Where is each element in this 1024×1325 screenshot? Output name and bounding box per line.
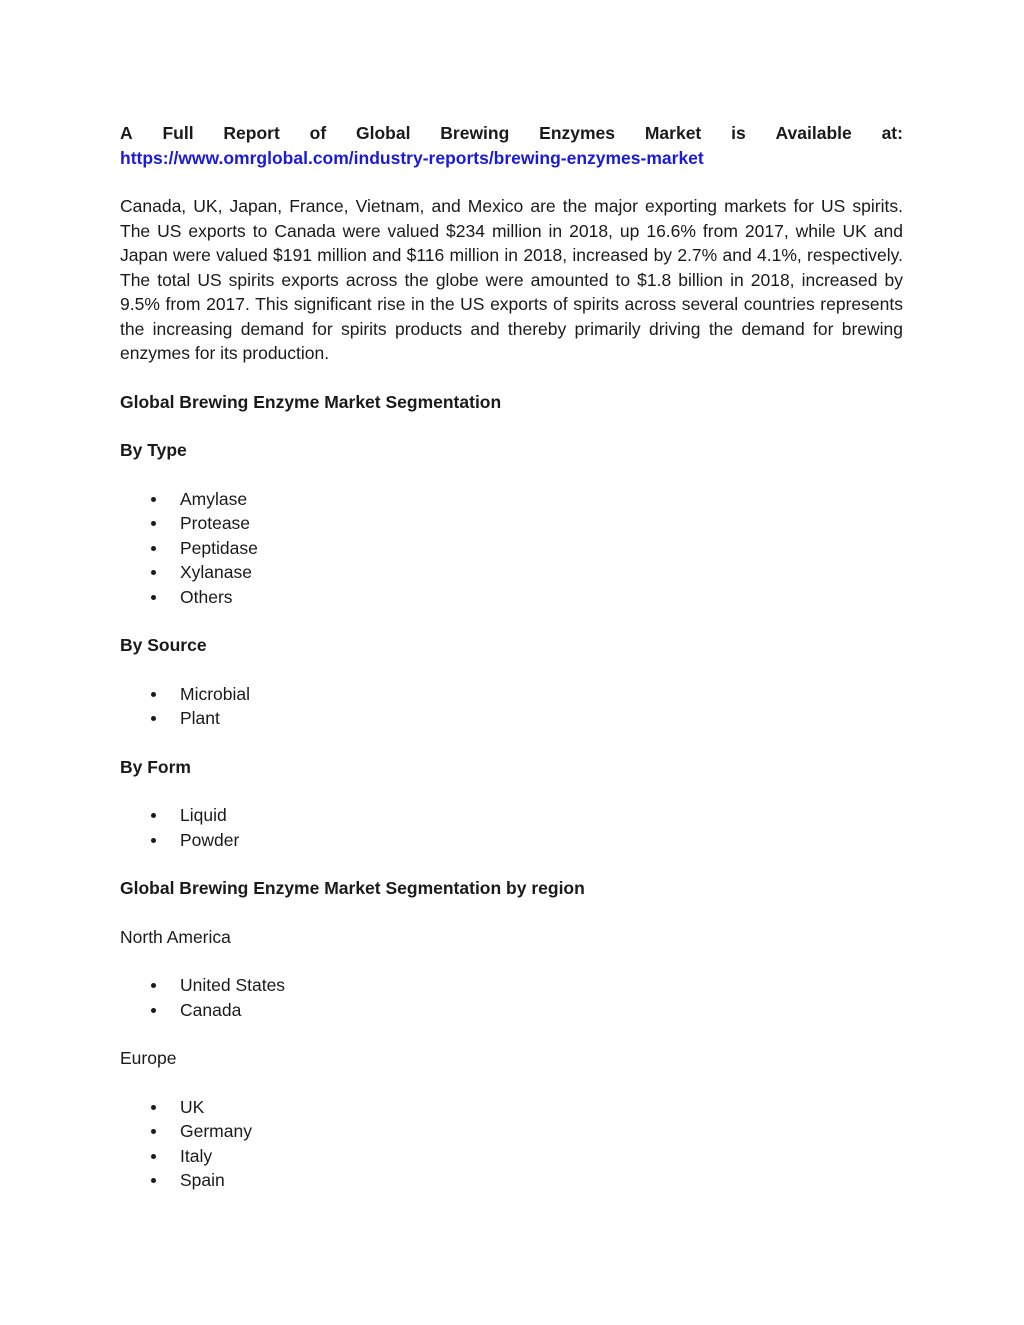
list-item-label: Powder <box>180 829 240 850</box>
segmentation-title: Global Brewing Enzyme Market Segmentation <box>120 391 502 412</box>
list-item <box>120 1119 903 1144</box>
list-item-label: Canada <box>180 999 242 1020</box>
list-item-label: Microbial <box>180 683 251 704</box>
heading-word: Full <box>162 123 194 143</box>
by-type-list <box>120 487 903 610</box>
list-item <box>120 1168 903 1193</box>
heading-word: Available <box>775 123 852 143</box>
list-item-label: Germany <box>180 1121 252 1141</box>
heading-word: A <box>120 123 133 143</box>
list-item-label: Xylanase <box>180 562 252 582</box>
list-item <box>120 682 903 707</box>
list-item-label: United States <box>180 975 286 995</box>
list-item-label: Peptidase <box>180 537 258 558</box>
heading-word: Brewing <box>440 123 510 143</box>
list-item-label: Plant <box>180 708 220 728</box>
heading-word: Global <box>355 123 411 143</box>
list-item <box>120 998 903 1023</box>
by-type-heading: By Type <box>120 440 187 460</box>
list-item-label: Spain <box>180 1170 225 1190</box>
heading-word: Market <box>644 123 702 143</box>
list-item <box>120 536 903 561</box>
document-content <box>120 121 903 1193</box>
list-item <box>120 1095 903 1120</box>
report-link[interactable]: https://www.omrglobal.com/industry-reports/brewing-enzymes-market <box>120 147 704 168</box>
bullet-icon <box>151 716 156 721</box>
list-item <box>120 487 903 512</box>
list-item <box>120 560 903 585</box>
north-america-list <box>120 973 903 1022</box>
region-segmentation-title: Global Brewing Enzyme Market Segmentation by region <box>120 878 585 898</box>
by-source-heading: By Source <box>120 635 207 655</box>
bullet-icon <box>151 497 156 502</box>
bullet-icon <box>151 521 156 526</box>
heading-word: Report <box>223 123 280 143</box>
list-item-label: UK <box>180 1096 205 1117</box>
list-item <box>120 828 903 853</box>
bullet-icon <box>151 1154 156 1159</box>
list-item <box>120 973 903 998</box>
bullet-icon <box>151 546 156 551</box>
by-source-list <box>120 682 903 731</box>
list-item-label: Amylase <box>180 488 248 509</box>
intro-paragraph: Canada, UK, Japan, France, Vietnam, and Mexico are the major exporting markets for US spirits. The US exports to Canada were valued $234 million in 2018, up 16.6% from 2017, while UK and Japan were valued $191 million and $116 million in 2018, increased by 2.7% and 4.1%, respectively. The total US spirits exports across the globe were amounted to $1.8 billion in 2018, increased by 9.5% from 2017. This significant rise in the US exports of spirits across several countries represents the increasing demand for spirits products and thereby primarily driving the demand for brewing enzymes for its production. <box>120 196 903 363</box>
by-form-list <box>120 803 903 852</box>
bullet-icon <box>151 1178 156 1183</box>
north-america-heading: North America <box>120 926 231 947</box>
list-item <box>120 585 903 610</box>
list-item-label: Italy <box>180 1145 213 1166</box>
heading-word: is <box>731 123 746 143</box>
list-item <box>120 511 903 536</box>
heading-word: at: <box>881 123 903 143</box>
list-item-label: Liquid <box>180 805 227 825</box>
europe-list <box>120 1095 903 1193</box>
by-form-heading: By Form <box>120 756 191 777</box>
list-item-label: Others <box>180 586 233 607</box>
heading-word: Enzymes <box>539 123 616 143</box>
bullet-icon <box>151 1129 156 1134</box>
bullet-icon <box>151 983 156 988</box>
heading-word: of <box>309 123 327 143</box>
list-item-label: Protease <box>180 513 251 533</box>
bullet-icon <box>151 813 156 818</box>
bullet-icon <box>151 692 156 697</box>
bullet-icon <box>151 595 156 600</box>
list-item <box>120 706 903 731</box>
bullet-icon <box>151 1105 156 1110</box>
europe-heading: Europe <box>120 1048 177 1068</box>
bullet-icon <box>151 570 156 575</box>
list-item <box>120 1144 903 1169</box>
list-item <box>120 803 903 828</box>
report-heading <box>120 121 903 146</box>
bullet-icon <box>151 838 156 843</box>
bullet-icon <box>151 1008 156 1013</box>
